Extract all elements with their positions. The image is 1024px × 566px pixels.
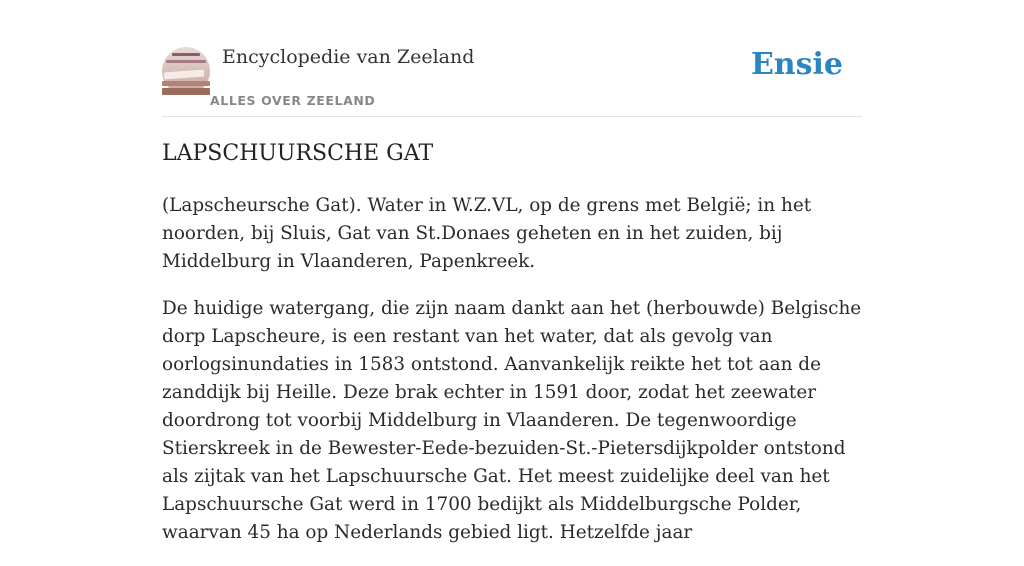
site-header: [162, 0, 862, 117]
logo-decoration: [162, 81, 210, 86]
article-paragraph: De huidige watergang, die zijn naam dankt aan het (herbouwde) Belgische dorp Lapscheure, is een restant van het water, dat als gevolg van oorlogsinundaties in 1583 ontstond. Aanvankelijk reikte het tot aan de zanddijk bij Heille. Deze brak echter in 1591 door, zodat het zeewater doordrong tot voorbij Middelburg in Vlaanderen. De tegenwoordige Stierskreek in de Bewester-Eede-bezuiden-St.-Pietersdijkpolder ontstond als zijtak van het Lapschuursche Gat. Het meest zuidelijke deel van het Lapschuursche Gat werd in 1700 bedijkt als Middelburgsche Polder, waarvan 45 ha op Nederlands gebied ligt. Hetzelfde jaar: [162, 298, 862, 543]
logo-decoration: [172, 53, 200, 56]
logo-decoration: [164, 70, 204, 80]
logo-decoration: [162, 88, 210, 95]
site-tagline: ALLES OVER ZEELAND: [210, 93, 376, 108]
logo-decoration: [166, 60, 206, 63]
article-body: [162, 192, 862, 566]
page: [162, 0, 862, 543]
ensie-brand-logo[interactable]: Ensie: [750, 47, 843, 82]
article-paragraph: (Lapscheursche Gat). Water in W.Z.VL, op de grens met België; in het noorden, bij Sluis, Gat van St.Donaes geheten en in het zuiden, bij Middelburg in Vlaanderen, Papenkreek.: [162, 195, 812, 272]
site-logo[interactable]: [162, 47, 210, 95]
article-title: LAPSCHUURSCHE GAT: [162, 141, 434, 166]
site-name-link[interactable]: Encyclopedie van Zeeland: [222, 46, 475, 68]
